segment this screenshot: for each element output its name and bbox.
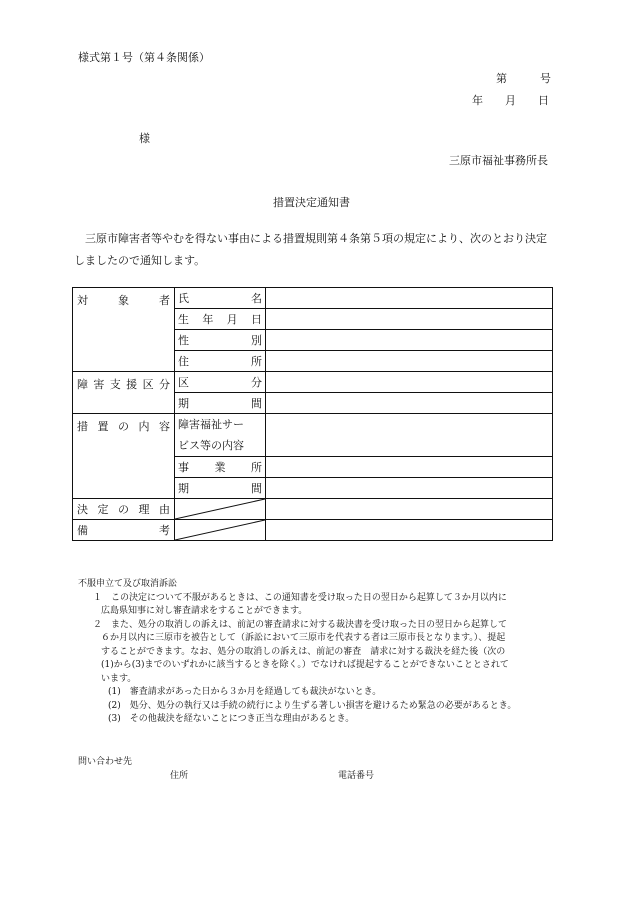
subject-header: 対 象 者 bbox=[73, 288, 175, 372]
value-category bbox=[266, 372, 553, 393]
value-name bbox=[266, 288, 553, 309]
appeal-item-1: １ この決定について不服があるときは、この通知書を受け取った日の翌日から起算して３か月以内に bbox=[93, 592, 507, 603]
appeal-notice bbox=[78, 578, 516, 727]
label-name: 氏 名 bbox=[175, 288, 266, 309]
value-reason bbox=[266, 499, 553, 520]
reason-header: 決 定 の 理 由 bbox=[73, 499, 175, 520]
value-facility bbox=[266, 457, 553, 478]
document-title: 措置決定通知書 bbox=[273, 196, 350, 209]
value-birthdate bbox=[266, 309, 553, 330]
label-address: 住 所 bbox=[175, 351, 266, 372]
diagonal-line bbox=[175, 499, 265, 519]
appeal-item-2-cont: (1)から(3)までのいずれかに該当するときを除く。）でなければ提起することができないこととされて bbox=[101, 660, 509, 670]
form-number: 様式第１号（第４条関係） bbox=[78, 51, 210, 64]
document-number: 第 号 bbox=[496, 72, 551, 85]
remarks-header: 備 考 bbox=[73, 520, 175, 541]
measure-header: 措 置 の 内 容 bbox=[73, 414, 175, 499]
reason-slash-cell bbox=[175, 499, 266, 520]
value-category-period bbox=[266, 393, 553, 414]
appeal-item-1-cont: 広島県知事に対し審査請求をすることができます。 bbox=[101, 606, 308, 616]
value-measure-period bbox=[266, 478, 553, 499]
label-category-period: 期 間 bbox=[175, 393, 266, 414]
addressee-suffix: 様 bbox=[139, 132, 150, 145]
appeal-sub-2: (2) 処分、処分の執行又は手続の続行により生ずる著しい損害を避けるため緊急の必要があるとき。 bbox=[108, 700, 517, 711]
remarks-slash-cell bbox=[175, 520, 266, 541]
appeal-title: 不服申立て及び取消訴訟 bbox=[78, 579, 178, 589]
appeal-item-2-cont: ６か月以内に三原市を被告として（訴訟において三原市を代表する者は三原市長となります。）、提起 bbox=[101, 633, 506, 643]
label-category: 区 分 bbox=[175, 372, 266, 393]
contact-label: 問い合わせ先 bbox=[78, 757, 133, 767]
issue-date: 年 月 日 bbox=[472, 94, 549, 107]
appeal-item-2-cont: います。 bbox=[101, 673, 137, 684]
label-measure-period: 期 間 bbox=[175, 478, 266, 499]
label-facility: 事 業 所 bbox=[175, 457, 266, 478]
decision-table bbox=[72, 287, 553, 541]
body-text: 三原市障害者等やむを得ない事由による措置規則第４条第５項の規定により、次のとおり決定しましたので通知します。 bbox=[74, 232, 547, 267]
value-service bbox=[266, 414, 553, 457]
category-header: 障 害 支 援 区 分 bbox=[73, 372, 175, 414]
value-address bbox=[266, 351, 553, 372]
label-service: 障害福祉サー ビス等の内容 bbox=[175, 414, 266, 457]
label-gender: 性 別 bbox=[175, 330, 266, 351]
diagonal-line bbox=[175, 520, 265, 540]
contact-phone-label: 電話番号 bbox=[338, 771, 375, 781]
appeal-item-2-cont: することができます。なお、処分の取消しの訴えは、前記の審査 請求に対する裁決を経た後（次の bbox=[101, 646, 506, 657]
contact-address-label: 住所 bbox=[170, 771, 189, 781]
label-birthdate: 生 年 月 日 bbox=[175, 309, 266, 330]
value-gender bbox=[266, 330, 553, 351]
appeal-item-2: ２ また、処分の取消しの訴えは、前記の審査請求に対する裁決書を受け取った日の翌日から起算して bbox=[93, 619, 508, 630]
appeal-sub-1: (1) 審査請求があった日から３か月を経過しても裁決がないとき。 bbox=[108, 687, 382, 697]
appeal-sub-3: (3) その他裁決を経ないことにつき正当な理由があるとき。 bbox=[108, 714, 355, 724]
value-remarks bbox=[266, 520, 553, 541]
issuer-name: 三原市福祉事務所長 bbox=[449, 154, 548, 167]
